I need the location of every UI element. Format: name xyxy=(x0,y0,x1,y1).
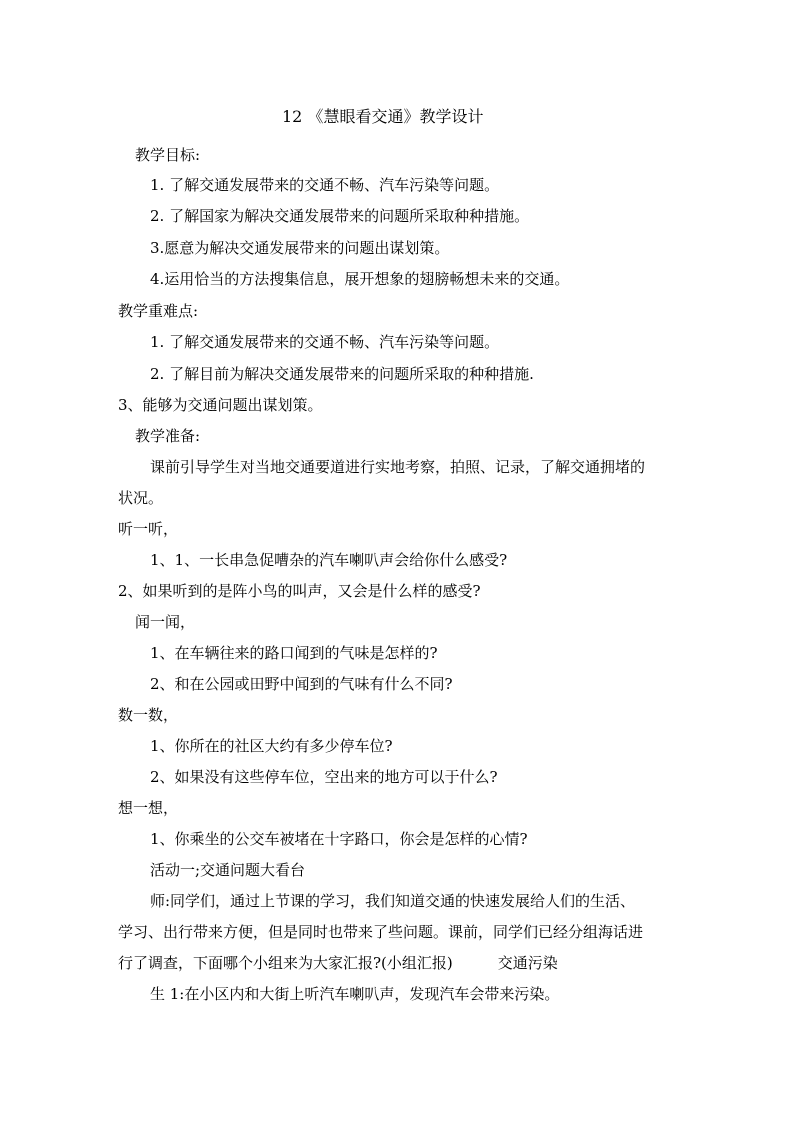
key-point-1: 1. 了解交通发展带来的交通不畅、汽车污染等问题。 xyxy=(150,333,500,351)
section-heading-objectives: 教学目标: xyxy=(135,146,201,164)
smell-question-1: 1、在车辆往来的路口闻到的气味是怎样的? xyxy=(150,644,438,662)
teacher-speech-line-2: 学习、出行带来方便，但是同时也带来了些问题。课前，同学们已经分组海话进 xyxy=(118,923,644,941)
smell-question-2: 2、和在公园或田野中闻到的气味有什么不同? xyxy=(150,675,453,693)
teacher-speech-line-1: 师:同学们，通过上节课的学习，我们知道交通的快速发展给人们的生活、 xyxy=(150,892,636,910)
objective-4: 4.运用恰当的方法搜集信息，展开想象的翅膀畅想未来的交通。 xyxy=(150,270,570,288)
count-question-1: 1、你所在的社区大约有多少停车位? xyxy=(150,737,393,755)
objective-3: 3.愿意为解决交通发展带来的问题出谋划策。 xyxy=(150,239,450,257)
think-heading: 想一想， xyxy=(118,799,179,817)
student-1-speech: 生 1:在小区内和大街上听汽车喇叭声，发现汽车会带来污染。 xyxy=(150,985,560,1003)
count-question-2: 2、如果没有这些停车位，空出来的地方可以于什么? xyxy=(150,768,498,786)
smell-heading: 闻一闻， xyxy=(135,613,196,631)
listen-question-2: 2、如果听到的是阵小鸟的叫声，又会是什么样的感受? xyxy=(118,582,481,600)
key-point-2: 2. 了解目前为解决交通发展带来的问题所采取的种种措施. xyxy=(150,365,534,383)
objective-2: 2. 了解国家为解决交通发展带来的问题所采取种种措施。 xyxy=(150,207,530,225)
activity-1-heading: 活动一;交通问题大看台 xyxy=(150,861,306,879)
preparation-text-cont: 状况。 xyxy=(118,489,164,507)
section-heading-preparation: 教学准备: xyxy=(135,427,201,445)
objective-1: 1. 了解交通发展带来的交通不畅、汽车污染等问题。 xyxy=(150,176,500,194)
count-heading: 数一数， xyxy=(118,706,179,724)
preparation-text: 课前引导学生对当地交通要道进行实地考察，拍照、记录，了解交通拥堵的 xyxy=(150,458,646,476)
document-title: 12 《慧眼看交通》教学设计 xyxy=(282,107,484,126)
think-question-1: 1、你乘坐的公交车被堵在十字路口，你会是怎样的心情? xyxy=(150,830,528,848)
listen-question-1: 1、1、一长串急促嘈杂的汽车喇叭声会给你什么感受? xyxy=(150,551,508,569)
listen-heading: 听一听， xyxy=(118,520,179,538)
key-point-3: 3、能够为交通问题出谋划策。 xyxy=(118,396,323,414)
teacher-speech-line-3: 行了调查，下面哪个小组来为大家汇报?(小组汇报) 交通污染 xyxy=(118,954,558,972)
section-heading-key-points: 教学重难点: xyxy=(118,302,199,320)
